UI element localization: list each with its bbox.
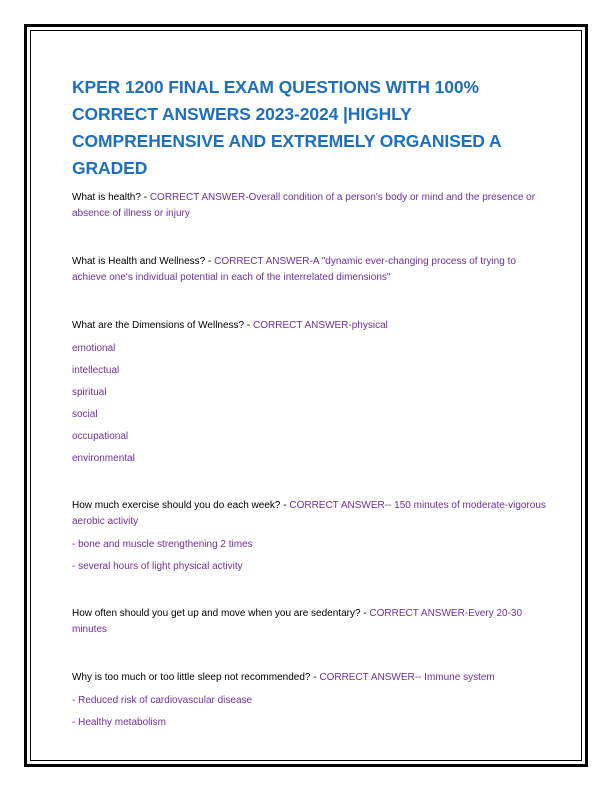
answer-extra-line: environmental	[72, 453, 135, 464]
answer-extra-line: intellectual	[72, 365, 120, 376]
answer-extra-line: occupational	[72, 431, 129, 442]
answer-extra-line: - Healthy metabolism	[72, 717, 166, 728]
qa-line: How often should you get up and move when you are sedentary? - CORRECT ANSWER-Every 20-30 minutes	[72, 608, 523, 635]
answer-text: CORRECT ANSWER-Every 20-30 minutes	[72, 608, 523, 635]
document-title: KPER 1200 FINAL EXAM QUESTIONS WITH 100% CORRECT ANSWERS 2023-2024 |HIGHLY COMPREHENSIVE AND EXTREMELY ORGANISED A GRADED	[72, 77, 501, 178]
qa-line: Why is too much or too little sleep not recommended? - CORRECT ANSWER-- Immune system	[72, 672, 495, 683]
answer-text: CORRECT ANSWER-Overall condition of a person's body or mind and the presence or absence of illness or injury	[72, 192, 536, 219]
answer-extra-line: - Reduced risk of cardiovascular disease	[72, 695, 253, 706]
qa-item	[72, 670, 547, 730]
qa-line: What is health? - CORRECT ANSWER-Overall condition of a person's body or mind and the presence or absence of illness or injury	[72, 192, 536, 219]
qa-item	[72, 190, 547, 222]
question-text: What is Health and Wellness?	[72, 256, 206, 267]
answer-text: CORRECT ANSWER-- 150 minutes of moderate-vigorous aerobic activity	[72, 500, 546, 527]
qa-item	[72, 318, 547, 466]
qa-item	[72, 498, 547, 574]
question-text: What is health?	[72, 192, 141, 203]
question-text: What are the Dimensions of Wellness?	[72, 320, 245, 331]
question-text: How much exercise should you do each week?	[72, 500, 281, 511]
question-text: How often should you get up and move when you are sedentary?	[72, 608, 361, 619]
answer-extra-line: - bone and muscle strengthening 2 times	[72, 539, 253, 550]
qa-line: What is Health and Wellness? - CORRECT ANSWER-A "dynamic ever-changing process of trying to achieve one's individual potential in each of the interrelated dimensions"	[72, 256, 516, 283]
qa-item	[72, 254, 547, 286]
qa-item	[72, 606, 547, 638]
answer-extra-line: spiritual	[72, 387, 107, 398]
answer-extra-line: social	[72, 409, 98, 420]
qa-line: What are the Dimensions of Wellness? - CORRECT ANSWER-physical	[72, 320, 388, 331]
qa-line: How much exercise should you do each week? - CORRECT ANSWER-- 150 minutes of moderate-vigorous aerobic activity	[72, 500, 546, 527]
question-text: Why is too much or too little sleep not recommended?	[72, 672, 311, 683]
answer-extra-line: - several hours of light physical activity	[72, 561, 243, 572]
answer-text: CORRECT ANSWER-A "dynamic ever-changing process of trying to achieve one's individual potential in each of the interrelated dimensions"	[72, 256, 516, 283]
answer-text: CORRECT ANSWER-physical	[253, 320, 388, 331]
answer-extra-line: emotional	[72, 343, 116, 354]
answer-text: CORRECT ANSWER-- Immune system	[319, 672, 495, 683]
document-content	[72, 74, 547, 730]
